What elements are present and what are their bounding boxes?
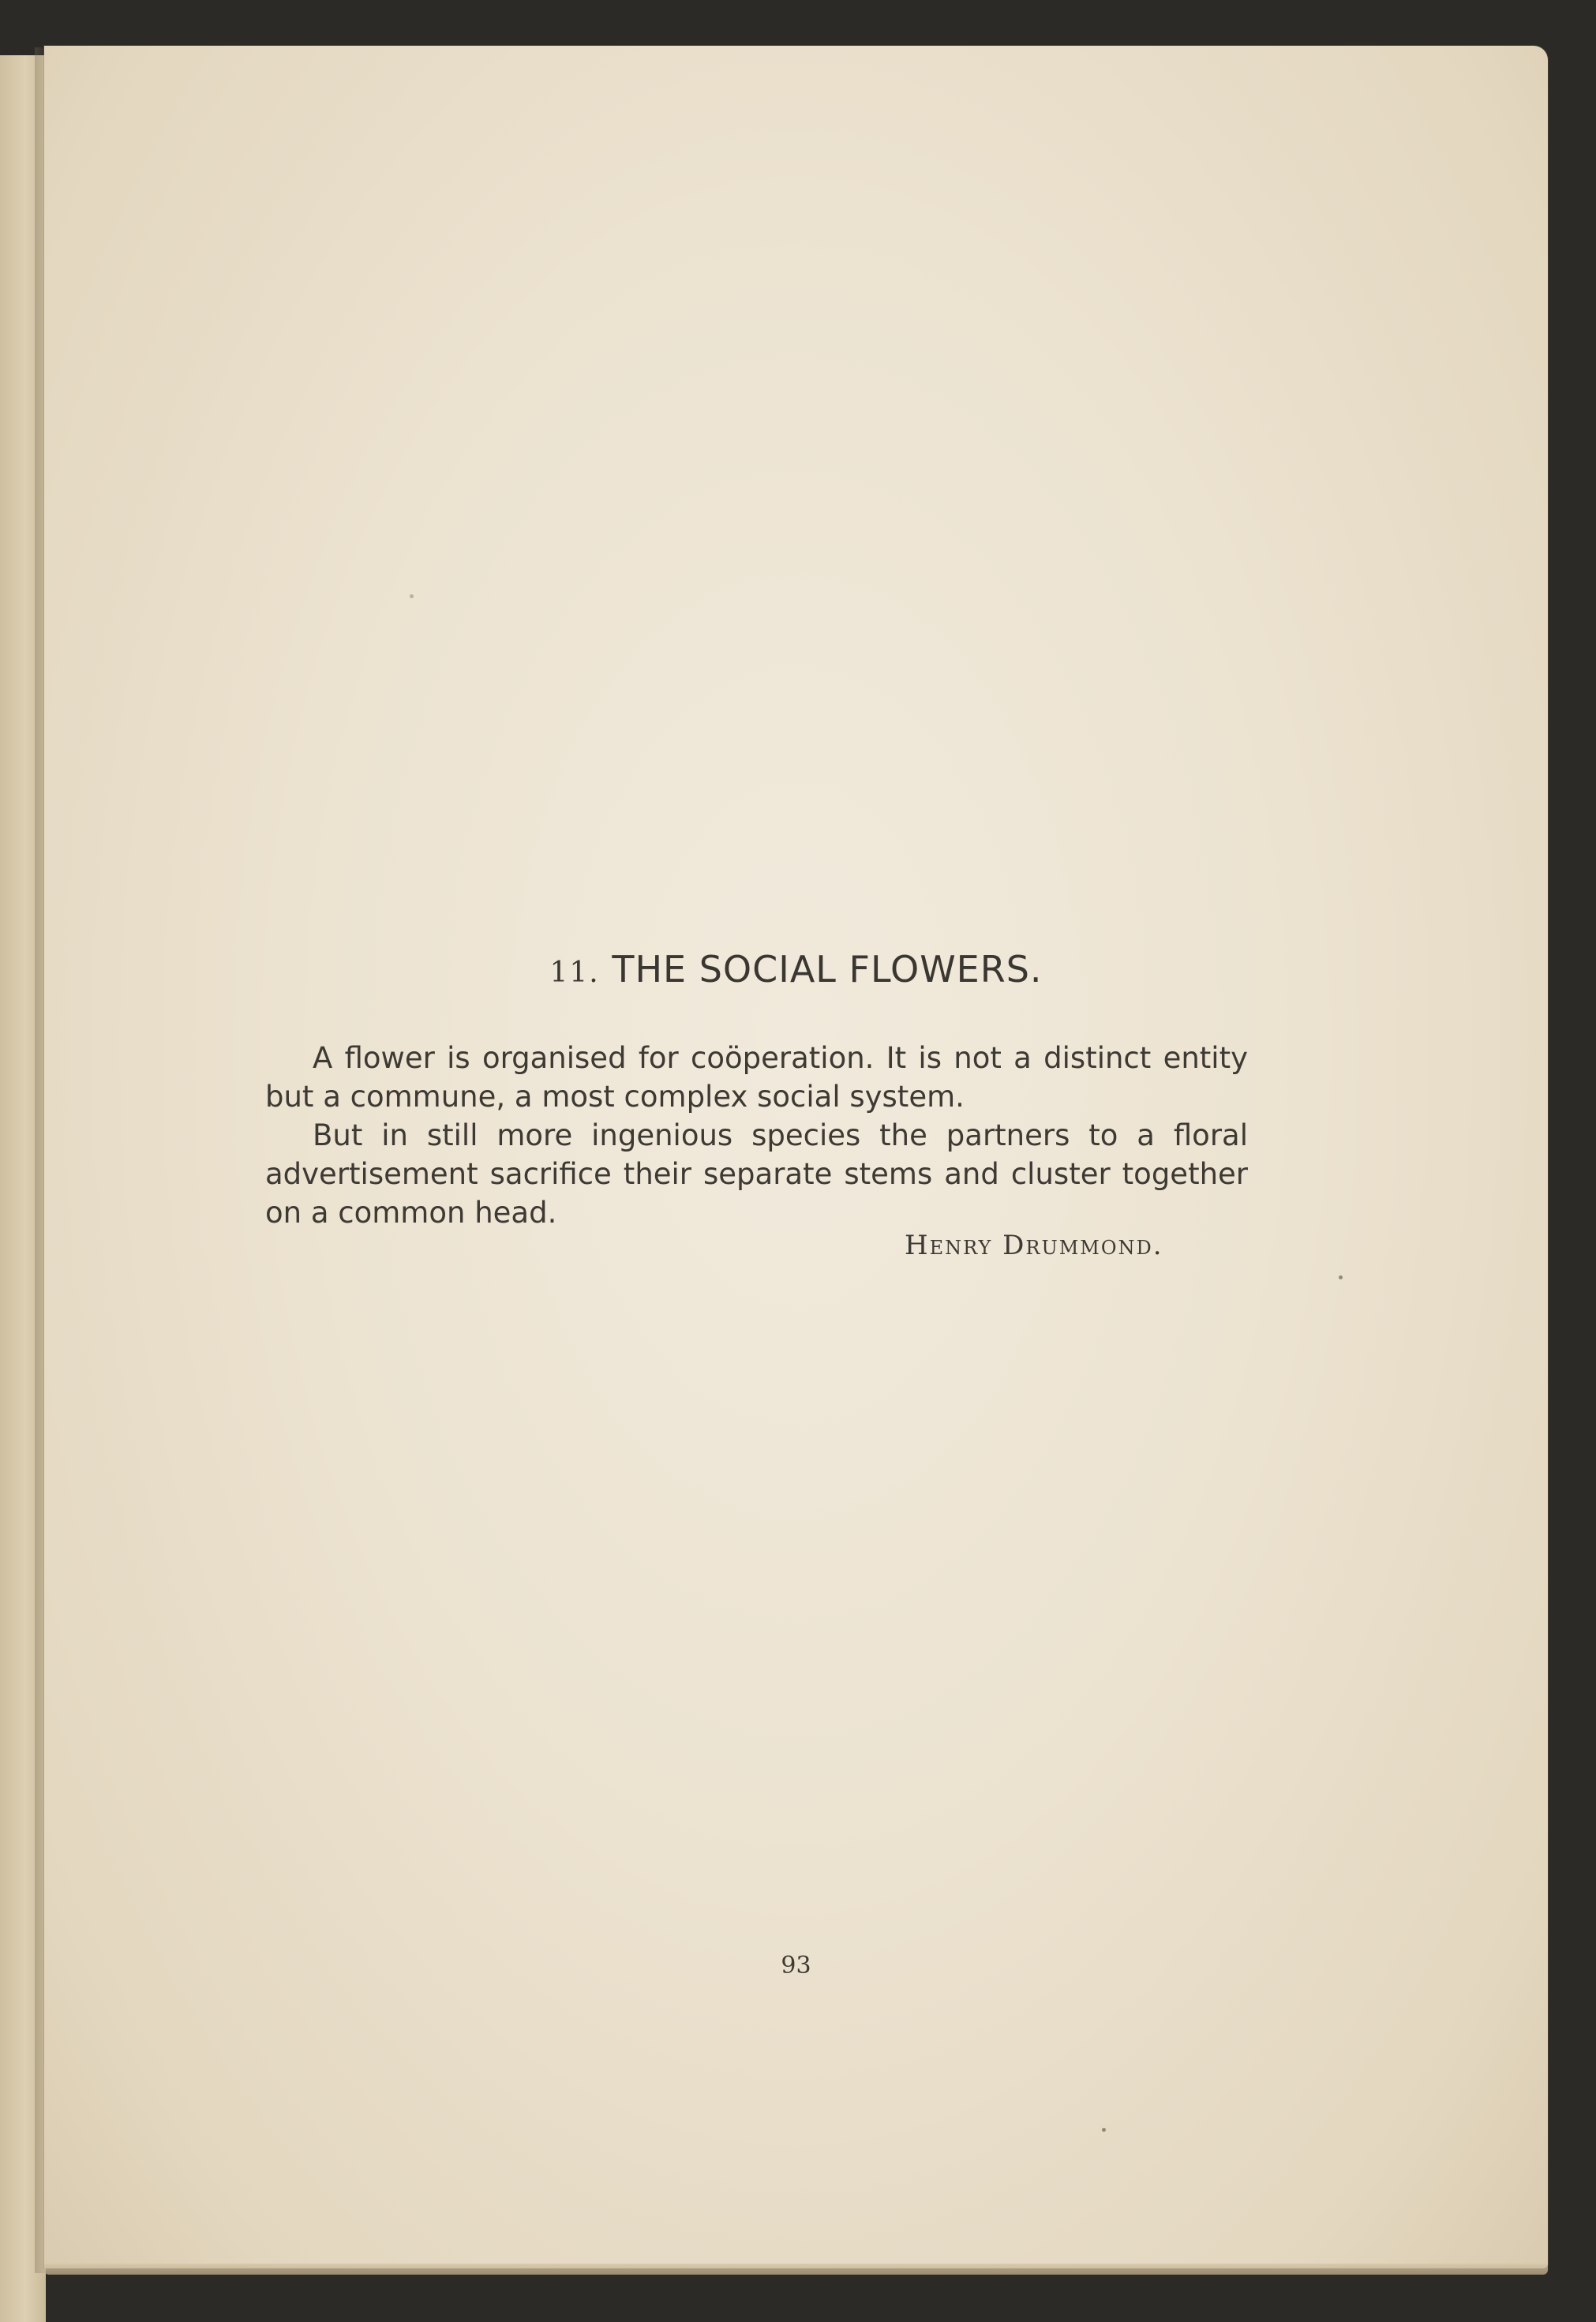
epigraph-attribution: Henry Drummond. (905, 1230, 1163, 1261)
book-page (44, 46, 1548, 2268)
paper-speck (1102, 2128, 1106, 2132)
page-number: 93 (781, 1952, 811, 1979)
epigraph-paragraph-2: But in still more ingenious species the partners to a floral advertisement sacrifice their separate stems and cluster together on a common head. (265, 1118, 1248, 1230)
paper-speck (1339, 1275, 1343, 1279)
paper-speck (410, 594, 414, 598)
chapter-number: 11. (549, 957, 600, 989)
epigraph-paragraph-1: A flower is organised for coöperation. It is not a distinct entity but a commune, a most complex social system. (265, 1041, 1248, 1114)
chapter-title: THE SOCIAL FLOWERS. (612, 948, 1043, 991)
chapter-heading (44, 948, 1548, 991)
epigraph (265, 1039, 1248, 1232)
